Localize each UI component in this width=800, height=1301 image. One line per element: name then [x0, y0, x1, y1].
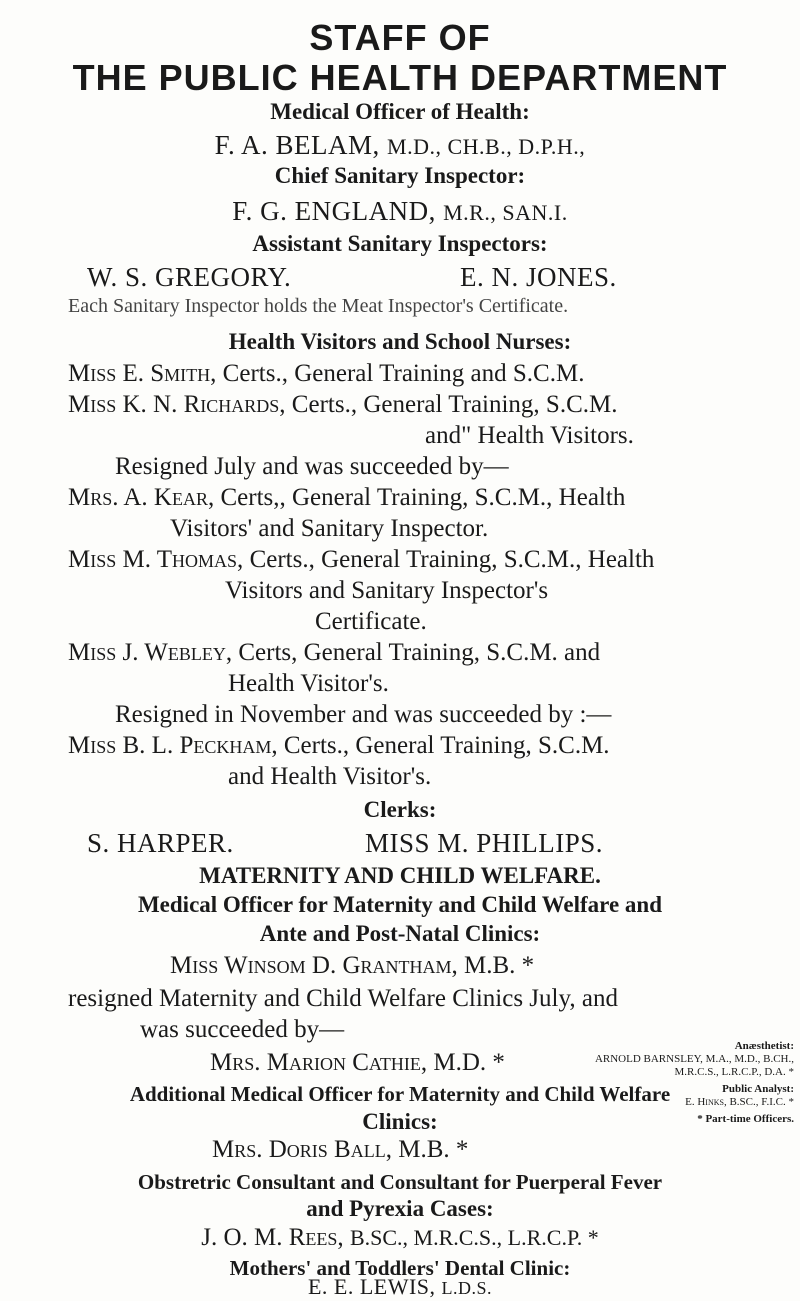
csi-quals: M.R., SAN.I. — [443, 200, 568, 225]
mcw-sub-1: Medical Officer for Maternity and Child Welfare and — [137, 892, 663, 917]
analyst-heading: Public Analyst: — [722, 1083, 794, 1095]
hv-thomas-certs: Certs., General Training, S.C.M., Health — [249, 546, 655, 573]
title-line-1: STAFF OF — [309, 17, 491, 58]
hv-line-12: Resigned in November and was succeeded by :— — [115, 701, 612, 728]
hv-webley-certs: Certs, General Training, S.C.M. and — [238, 639, 601, 666]
analyst-name: E. Hinks, — [685, 1096, 727, 1108]
hv-name-smith: Miss E. Smith, — [68, 360, 217, 387]
analyst-quals: B.SC., F.I.C. * — [729, 1096, 794, 1108]
csi-heading: Chief Sanitary Inspector: — [274, 163, 526, 188]
hv-line-9: Certificate. — [315, 608, 427, 635]
mcw-line-2: was succeeded by— — [140, 1016, 345, 1043]
hv-line-14: and Health Visitor's. — [228, 763, 432, 790]
mcw-line-1: resigned Maternity and Child Welfare Clinics July, and — [68, 985, 618, 1012]
hv-line-8: Visitors and Sanitary Inspector's — [225, 577, 549, 604]
moh-heading: Medical Officer of Health: — [270, 99, 530, 124]
hv-name-peckham: Miss B. L. Peckham, — [68, 732, 278, 759]
hv-smith-certs: Certs., General Training and S.C.M. — [222, 360, 585, 387]
hv-line-5 — [68, 482, 625, 513]
hv-line-10 — [68, 637, 600, 668]
hv-name-webley: Miss J. Webley, — [68, 639, 233, 666]
hv-name-kear: Mrs. A. Kear, — [68, 484, 215, 511]
csi-name: F. G. ENGLAND, — [232, 196, 436, 226]
obs-name: J. O. M. Rees, — [201, 1224, 344, 1251]
obs-heading-2: and Pyrexia Cases: — [306, 1196, 494, 1221]
dental-heading: Mothers' and Toddlers' Dental Clinic: — [229, 1256, 571, 1280]
moh-name: F. A. BELAM, — [214, 130, 380, 160]
mcw-sub-2: Ante and Post-Natal Clinics: — [259, 921, 541, 946]
amo-heading-1: Additional Medical Officer for Maternity and Child Welfare — [129, 1082, 671, 1106]
obs-quals: B.SC., M.R.C.S., L.R.C.P. * — [349, 1225, 599, 1250]
moh-name-line — [0, 128, 800, 164]
hv-line-7 — [68, 544, 654, 575]
mcw-heading: MATERNITY AND CHILD WELFARE. — [199, 863, 601, 888]
dental-name: E. E. LEWIS, — [307, 1274, 436, 1299]
anaes-name-line — [594, 1053, 794, 1066]
hv-line-3: and" Health Visitors. — [425, 422, 634, 449]
clerks-heading: Clerks: — [363, 797, 437, 822]
obs-heading-1: Obstretric Consultant and Consultant for Puerperal Fever — [137, 1170, 663, 1194]
asi-name-1: W. S. GREGORY. — [87, 262, 292, 292]
moh-quals: M.D., CH.B., D.P.H., — [387, 134, 586, 159]
hv-line-2 — [68, 389, 618, 420]
dental-quals: L.D.S. — [441, 1278, 493, 1298]
clerk-name-2: MISS M. PHILLIPS. — [365, 828, 604, 858]
hv-line-11: Health Visitor's. — [228, 670, 389, 697]
mcw-officer-name-2: Mrs. Marion Cathie, M.D. * — [210, 1049, 505, 1076]
hv-richards-certs: Certs., General Training, S.C.M. — [291, 391, 618, 418]
csi-name-line — [0, 194, 800, 230]
title-line-2: THE PUBLIC HEALTH DEPARTMENT — [72, 57, 728, 98]
amo-name: Mrs. Doris Ball, M.B. * — [212, 1136, 469, 1163]
hv-line-6: Visitors' and Sanitary Inspector. — [170, 515, 489, 542]
hv-name-richards: Miss K. N. Richards, — [68, 391, 286, 418]
obs-name-line — [0, 1222, 800, 1253]
asi-name-2: E. N. JONES. — [460, 262, 617, 292]
anaes-quals-2: M.R.C.S., L.R.C.P., D.A. * — [674, 1066, 794, 1078]
amo-heading-2: Clinics: — [362, 1109, 438, 1134]
hv-line-13 — [68, 730, 610, 761]
mcw-officer-name: Miss Winsom D. Grantham, M.B. * — [170, 952, 535, 979]
footnote: * Part-time Officers. — [697, 1113, 794, 1125]
hv-name-thomas: Miss M. Thomas, — [68, 546, 244, 573]
analyst-name-line — [594, 1096, 794, 1109]
hv-line-1 — [68, 358, 584, 389]
anaes-name: ARNOLD BARNSLEY, — [594, 1053, 703, 1065]
lower-officers-column — [594, 1040, 794, 1126]
hv-peckham-certs: Certs., General Training, S.C.M. — [283, 732, 610, 759]
asi-note: Each Sanitary Inspector holds the Meat Inspector's Certificate. — [68, 295, 569, 317]
hv-heading: Health Visitors and School Nurses: — [228, 329, 572, 354]
asi-heading: Assistant Sanitary Inspectors: — [252, 231, 548, 256]
clerk-name-1: S. HARPER. — [87, 828, 234, 858]
anaes-quals-1: M.A., M.D., B.CH., — [705, 1053, 794, 1065]
hv-line-4: Resigned July and was succeeded by— — [115, 453, 509, 480]
anaes-heading: Anæsthetist: — [734, 1040, 794, 1052]
dental-name-line — [0, 1274, 800, 1301]
hv-kear-certs: Certs,, General Training, S.C.M., Health — [220, 484, 626, 511]
